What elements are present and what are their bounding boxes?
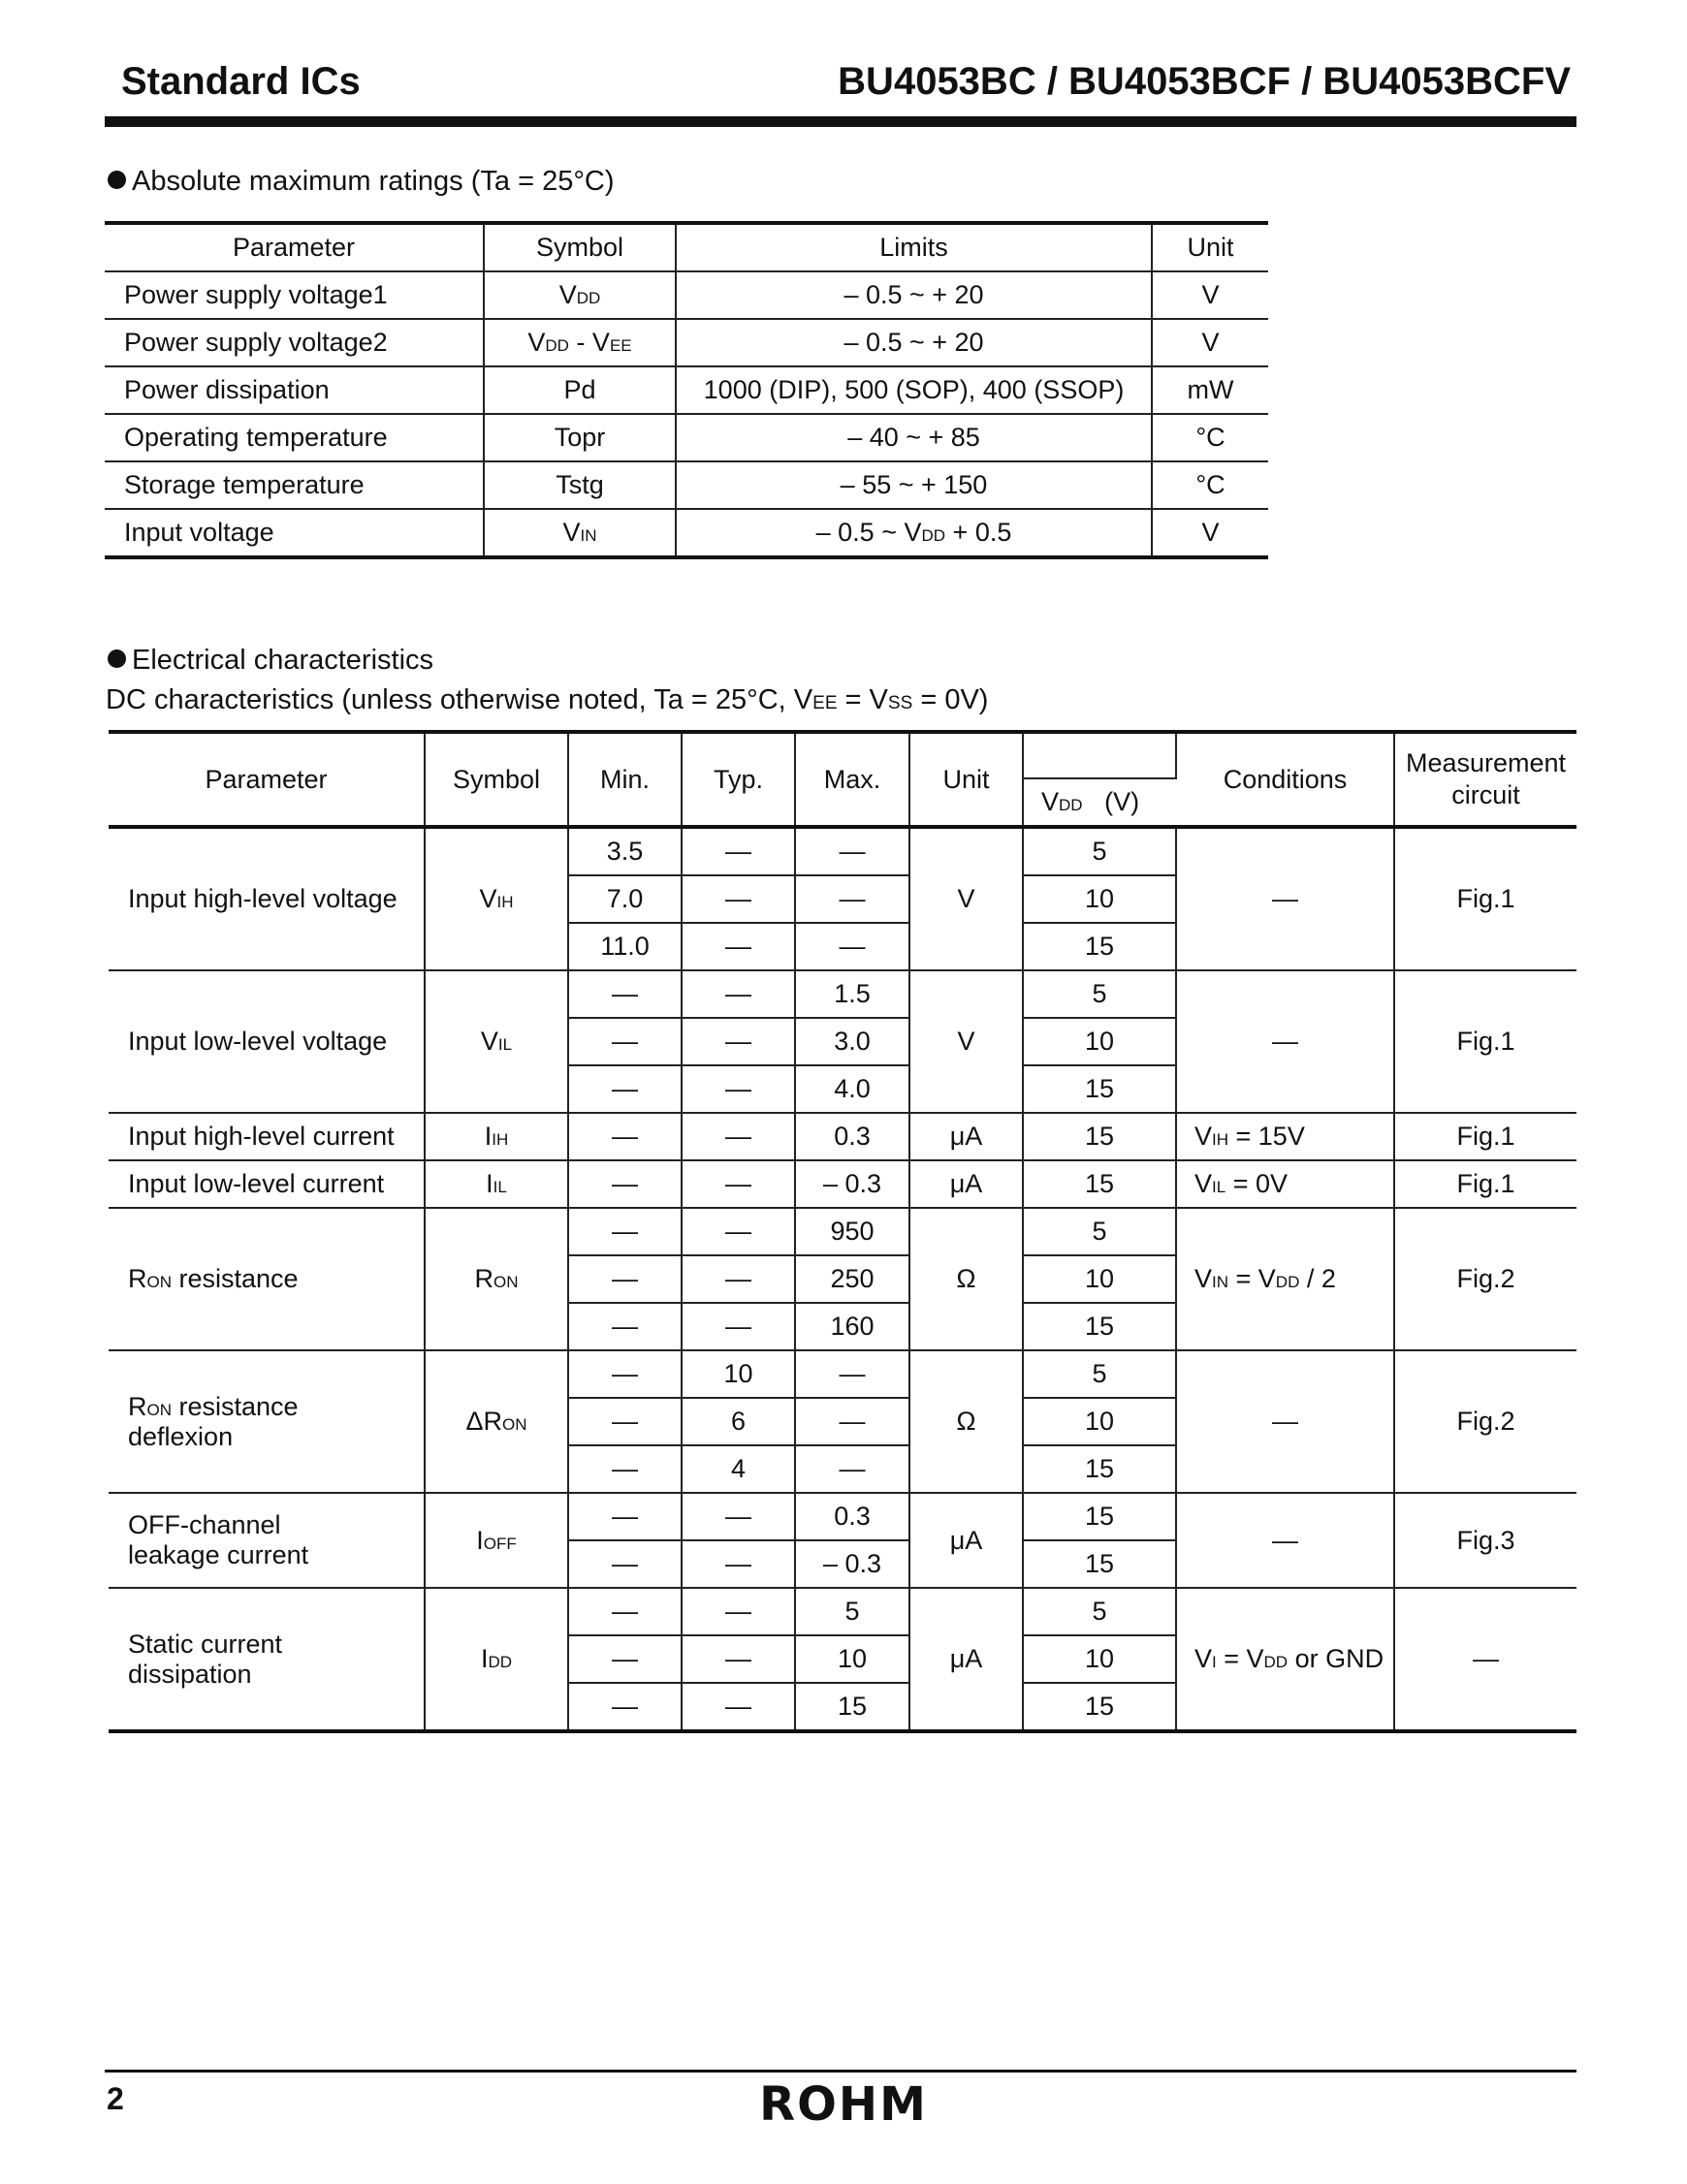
cell-max: — bbox=[795, 1445, 909, 1493]
cell-typ: — bbox=[682, 1113, 795, 1160]
row-conditions: — bbox=[1176, 1350, 1394, 1493]
row-parameter: Power supply voltage2 bbox=[105, 319, 484, 366]
row-parameter: Operating temperature bbox=[105, 414, 484, 461]
row-circuit: Fig.2 bbox=[1394, 1350, 1576, 1493]
cell-typ: — bbox=[682, 875, 795, 923]
col-header-typ: Typ. bbox=[682, 732, 795, 827]
col-header-limits: Limits bbox=[676, 223, 1152, 271]
table-row bbox=[109, 1588, 1576, 1635]
cell-min: — bbox=[568, 1208, 682, 1255]
cell-max: — bbox=[795, 875, 909, 923]
row-parameter: OFF-channel leakage current bbox=[109, 1493, 425, 1588]
row-symbol: IOFF bbox=[425, 1493, 568, 1588]
col-header-conditions: Conditions bbox=[1176, 732, 1394, 827]
table-row bbox=[105, 509, 1268, 557]
col-header-unit: Unit bbox=[909, 732, 1023, 827]
abs-max-table bbox=[105, 221, 1268, 559]
bullet-icon bbox=[108, 171, 126, 189]
cell-typ: — bbox=[682, 1493, 795, 1540]
row-conditions: VIN = VDD / 2 bbox=[1176, 1208, 1394, 1350]
table-row bbox=[109, 1350, 1576, 1398]
row-parameter: RON resistance deflexion bbox=[109, 1350, 425, 1493]
header-rule bbox=[105, 116, 1576, 127]
cell-min: 11.0 bbox=[568, 923, 682, 970]
cell-max: – 0.3 bbox=[795, 1160, 909, 1208]
table-row bbox=[109, 970, 1576, 1018]
cell-typ: — bbox=[682, 1588, 795, 1635]
cell-max: 160 bbox=[795, 1303, 909, 1350]
row-parameter: Storage temperature bbox=[105, 461, 484, 509]
cell-max: 4.0 bbox=[795, 1065, 909, 1113]
row-symbol: VDD - VEE bbox=[484, 319, 676, 366]
bullet-icon bbox=[108, 649, 126, 668]
row-parameter: Power supply voltage1 bbox=[105, 271, 484, 319]
row-circuit: Fig.1 bbox=[1394, 1113, 1576, 1160]
cell-vdd: 10 bbox=[1023, 1398, 1176, 1445]
row-limits: – 40 ~ + 85 bbox=[676, 414, 1152, 461]
col-header-max: Max. bbox=[795, 732, 909, 827]
cell-max: 0.3 bbox=[795, 1493, 909, 1540]
cell-max: 0.3 bbox=[795, 1113, 909, 1160]
row-parameter: Input low-level current bbox=[109, 1160, 425, 1208]
page-number: 2 bbox=[107, 2081, 124, 2116]
cell-max: — bbox=[795, 1398, 909, 1445]
table-row bbox=[109, 1493, 1576, 1540]
row-circuit: Fig.2 bbox=[1394, 1208, 1576, 1350]
cell-typ: 6 bbox=[682, 1398, 795, 1445]
cell-typ: — bbox=[682, 1065, 795, 1113]
elec-subtitle: DC characteristics (unless otherwise noted, Ta = 25°C, VEE = VSS = 0V) bbox=[106, 684, 989, 715]
cell-min: — bbox=[568, 1635, 682, 1683]
cell-vdd: 10 bbox=[1023, 1255, 1176, 1303]
row-unit: Ω bbox=[909, 1350, 1023, 1493]
cell-vdd: 15 bbox=[1023, 1113, 1176, 1160]
col-header-unit: Unit bbox=[1152, 223, 1268, 271]
cell-max: 5 bbox=[795, 1588, 909, 1635]
row-limits: – 0.5 ~ + 20 bbox=[676, 271, 1152, 319]
cell-min: — bbox=[568, 1398, 682, 1445]
row-limits: – 0.5 ~ + 20 bbox=[676, 319, 1152, 366]
row-symbol: VIH bbox=[425, 827, 568, 970]
row-symbol: ΔRON bbox=[425, 1350, 568, 1493]
cell-max: — bbox=[795, 1350, 909, 1398]
col-header-vdd: VDD (V) bbox=[1023, 778, 1176, 827]
row-symbol: IIH bbox=[425, 1113, 568, 1160]
cell-vdd: 10 bbox=[1023, 1018, 1176, 1065]
cell-typ: — bbox=[682, 970, 795, 1018]
row-limits: 1000 (DIP), 500 (SOP), 400 (SSOP) bbox=[676, 366, 1152, 414]
cell-min: — bbox=[568, 1018, 682, 1065]
cell-min: — bbox=[568, 1303, 682, 1350]
row-conditions: VIH = 15V bbox=[1176, 1113, 1394, 1160]
cell-vdd: 15 bbox=[1023, 1303, 1176, 1350]
table-row bbox=[105, 271, 1268, 319]
col-header-symbol: Symbol bbox=[425, 732, 568, 827]
cell-min: 7.0 bbox=[568, 875, 682, 923]
cell-min: — bbox=[568, 1445, 682, 1493]
row-conditions: — bbox=[1176, 970, 1394, 1113]
row-unit: V bbox=[1152, 271, 1268, 319]
row-unit: °C bbox=[1152, 461, 1268, 509]
dc-characteristics-table bbox=[109, 730, 1576, 1733]
row-parameter: RON resistance bbox=[109, 1208, 425, 1350]
table-row bbox=[109, 827, 1576, 875]
row-unit: V bbox=[1152, 509, 1268, 557]
cell-min: — bbox=[568, 970, 682, 1018]
cell-vdd: 5 bbox=[1023, 970, 1176, 1018]
row-symbol: Tstg bbox=[484, 461, 676, 509]
row-circuit: Fig.1 bbox=[1394, 1160, 1576, 1208]
header-part-numbers: BU4053BC / BU4053BCF / BU4053BCFV bbox=[838, 60, 1571, 103]
cell-typ: 4 bbox=[682, 1445, 795, 1493]
row-symbol: VDD bbox=[484, 271, 676, 319]
cell-typ: — bbox=[682, 923, 795, 970]
col-header-blank bbox=[1023, 732, 1176, 778]
col-header-parameter: Parameter bbox=[105, 223, 484, 271]
cell-min: — bbox=[568, 1255, 682, 1303]
cell-max: 15 bbox=[795, 1683, 909, 1731]
table-row bbox=[105, 366, 1268, 414]
cell-vdd: 15 bbox=[1023, 923, 1176, 970]
row-circuit: Fig.1 bbox=[1394, 970, 1576, 1113]
cell-max: 10 bbox=[795, 1635, 909, 1683]
table-row bbox=[109, 1208, 1576, 1255]
row-symbol: IDD bbox=[425, 1588, 568, 1731]
abs-max-heading bbox=[108, 166, 615, 198]
row-unit: mW bbox=[1152, 366, 1268, 414]
cell-max: — bbox=[795, 923, 909, 970]
cell-typ: — bbox=[682, 827, 795, 875]
row-unit: °C bbox=[1152, 414, 1268, 461]
rohm-logo-text: ROHM bbox=[759, 2077, 928, 2128]
col-header-symbol: Symbol bbox=[484, 223, 676, 271]
elec-heading bbox=[108, 645, 433, 677]
row-limits: – 0.5 ~ VDD + 0.5 bbox=[676, 509, 1152, 557]
row-symbol: Topr bbox=[484, 414, 676, 461]
cell-max: 1.5 bbox=[795, 970, 909, 1018]
row-conditions: — bbox=[1176, 1493, 1394, 1588]
row-parameter: Static current dissipation bbox=[109, 1588, 425, 1731]
cell-typ: — bbox=[682, 1208, 795, 1255]
row-symbol: Pd bbox=[484, 366, 676, 414]
row-unit: V bbox=[909, 970, 1023, 1113]
table-row bbox=[109, 1113, 1576, 1160]
cell-vdd: 5 bbox=[1023, 1588, 1176, 1635]
cell-typ: — bbox=[682, 1540, 795, 1588]
table-row bbox=[105, 319, 1268, 366]
row-parameter: Input low-level voltage bbox=[109, 970, 425, 1113]
cell-min: — bbox=[568, 1350, 682, 1398]
cell-vdd: 5 bbox=[1023, 1208, 1176, 1255]
row-symbol: VIL bbox=[425, 970, 568, 1113]
row-parameter: Power dissipation bbox=[105, 366, 484, 414]
table-row bbox=[105, 461, 1268, 509]
row-unit: Ω bbox=[909, 1208, 1023, 1350]
row-symbol: RON bbox=[425, 1208, 568, 1350]
cell-min: — bbox=[568, 1540, 682, 1588]
cell-typ: — bbox=[682, 1683, 795, 1731]
row-unit: μA bbox=[909, 1113, 1023, 1160]
elec-title: Electrical characteristics bbox=[132, 645, 434, 676]
table-header-row bbox=[109, 732, 1576, 778]
header-category: Standard ICs bbox=[121, 60, 361, 103]
table-row bbox=[109, 1160, 1576, 1208]
cell-typ: — bbox=[682, 1018, 795, 1065]
cell-max: 950 bbox=[795, 1208, 909, 1255]
row-parameter: Input high-level voltage bbox=[109, 827, 425, 970]
row-circuit: Fig.1 bbox=[1394, 827, 1576, 970]
rohm-logo bbox=[747, 2077, 940, 2128]
row-unit: V bbox=[909, 827, 1023, 970]
cell-min: — bbox=[568, 1588, 682, 1635]
row-parameter: Input voltage bbox=[105, 509, 484, 557]
cell-max: 250 bbox=[795, 1255, 909, 1303]
cell-min: — bbox=[568, 1113, 682, 1160]
cell-vdd: 15 bbox=[1023, 1540, 1176, 1588]
cell-vdd: 15 bbox=[1023, 1683, 1176, 1731]
row-circuit: — bbox=[1394, 1588, 1576, 1731]
cell-typ: — bbox=[682, 1160, 795, 1208]
row-conditions: VI = VDD or GND bbox=[1176, 1588, 1394, 1731]
cell-vdd: 15 bbox=[1023, 1160, 1176, 1208]
cell-min: — bbox=[568, 1683, 682, 1731]
cell-max: — bbox=[795, 827, 909, 875]
cell-vdd: 15 bbox=[1023, 1445, 1176, 1493]
row-symbol: VIN bbox=[484, 509, 676, 557]
col-header-min: Min. bbox=[568, 732, 682, 827]
cell-min: 3.5 bbox=[568, 827, 682, 875]
cell-typ: — bbox=[682, 1303, 795, 1350]
row-conditions: — bbox=[1176, 827, 1394, 970]
row-circuit: Fig.3 bbox=[1394, 1493, 1576, 1588]
cell-vdd: 5 bbox=[1023, 827, 1176, 875]
row-unit: μA bbox=[909, 1493, 1023, 1588]
row-unit: V bbox=[1152, 319, 1268, 366]
cell-max: 3.0 bbox=[795, 1018, 909, 1065]
footer-rule bbox=[105, 2070, 1576, 2073]
cell-min: — bbox=[568, 1065, 682, 1113]
col-header-parameter: Parameter bbox=[109, 732, 425, 827]
cell-typ: — bbox=[682, 1255, 795, 1303]
cell-vdd: 10 bbox=[1023, 875, 1176, 923]
row-unit: μA bbox=[909, 1160, 1023, 1208]
cell-vdd: 15 bbox=[1023, 1065, 1176, 1113]
cell-typ: 10 bbox=[682, 1350, 795, 1398]
cell-vdd: 10 bbox=[1023, 1635, 1176, 1683]
cell-typ: — bbox=[682, 1635, 795, 1683]
row-parameter: Input high-level current bbox=[109, 1113, 425, 1160]
col-header-circuit: Measurement circuit bbox=[1394, 732, 1576, 827]
cell-min: — bbox=[568, 1493, 682, 1540]
row-symbol: IIL bbox=[425, 1160, 568, 1208]
cell-vdd: 15 bbox=[1023, 1493, 1176, 1540]
cell-max: – 0.3 bbox=[795, 1540, 909, 1588]
row-limits: – 55 ~ + 150 bbox=[676, 461, 1152, 509]
abs-max-title: Absolute maximum ratings (Ta = 25°C) bbox=[132, 166, 615, 197]
cell-vdd: 5 bbox=[1023, 1350, 1176, 1398]
row-unit: μA bbox=[909, 1588, 1023, 1731]
table-row bbox=[105, 414, 1268, 461]
table-header-row bbox=[105, 223, 1268, 271]
row-conditions: VIL = 0V bbox=[1176, 1160, 1394, 1208]
cell-min: — bbox=[568, 1160, 682, 1208]
